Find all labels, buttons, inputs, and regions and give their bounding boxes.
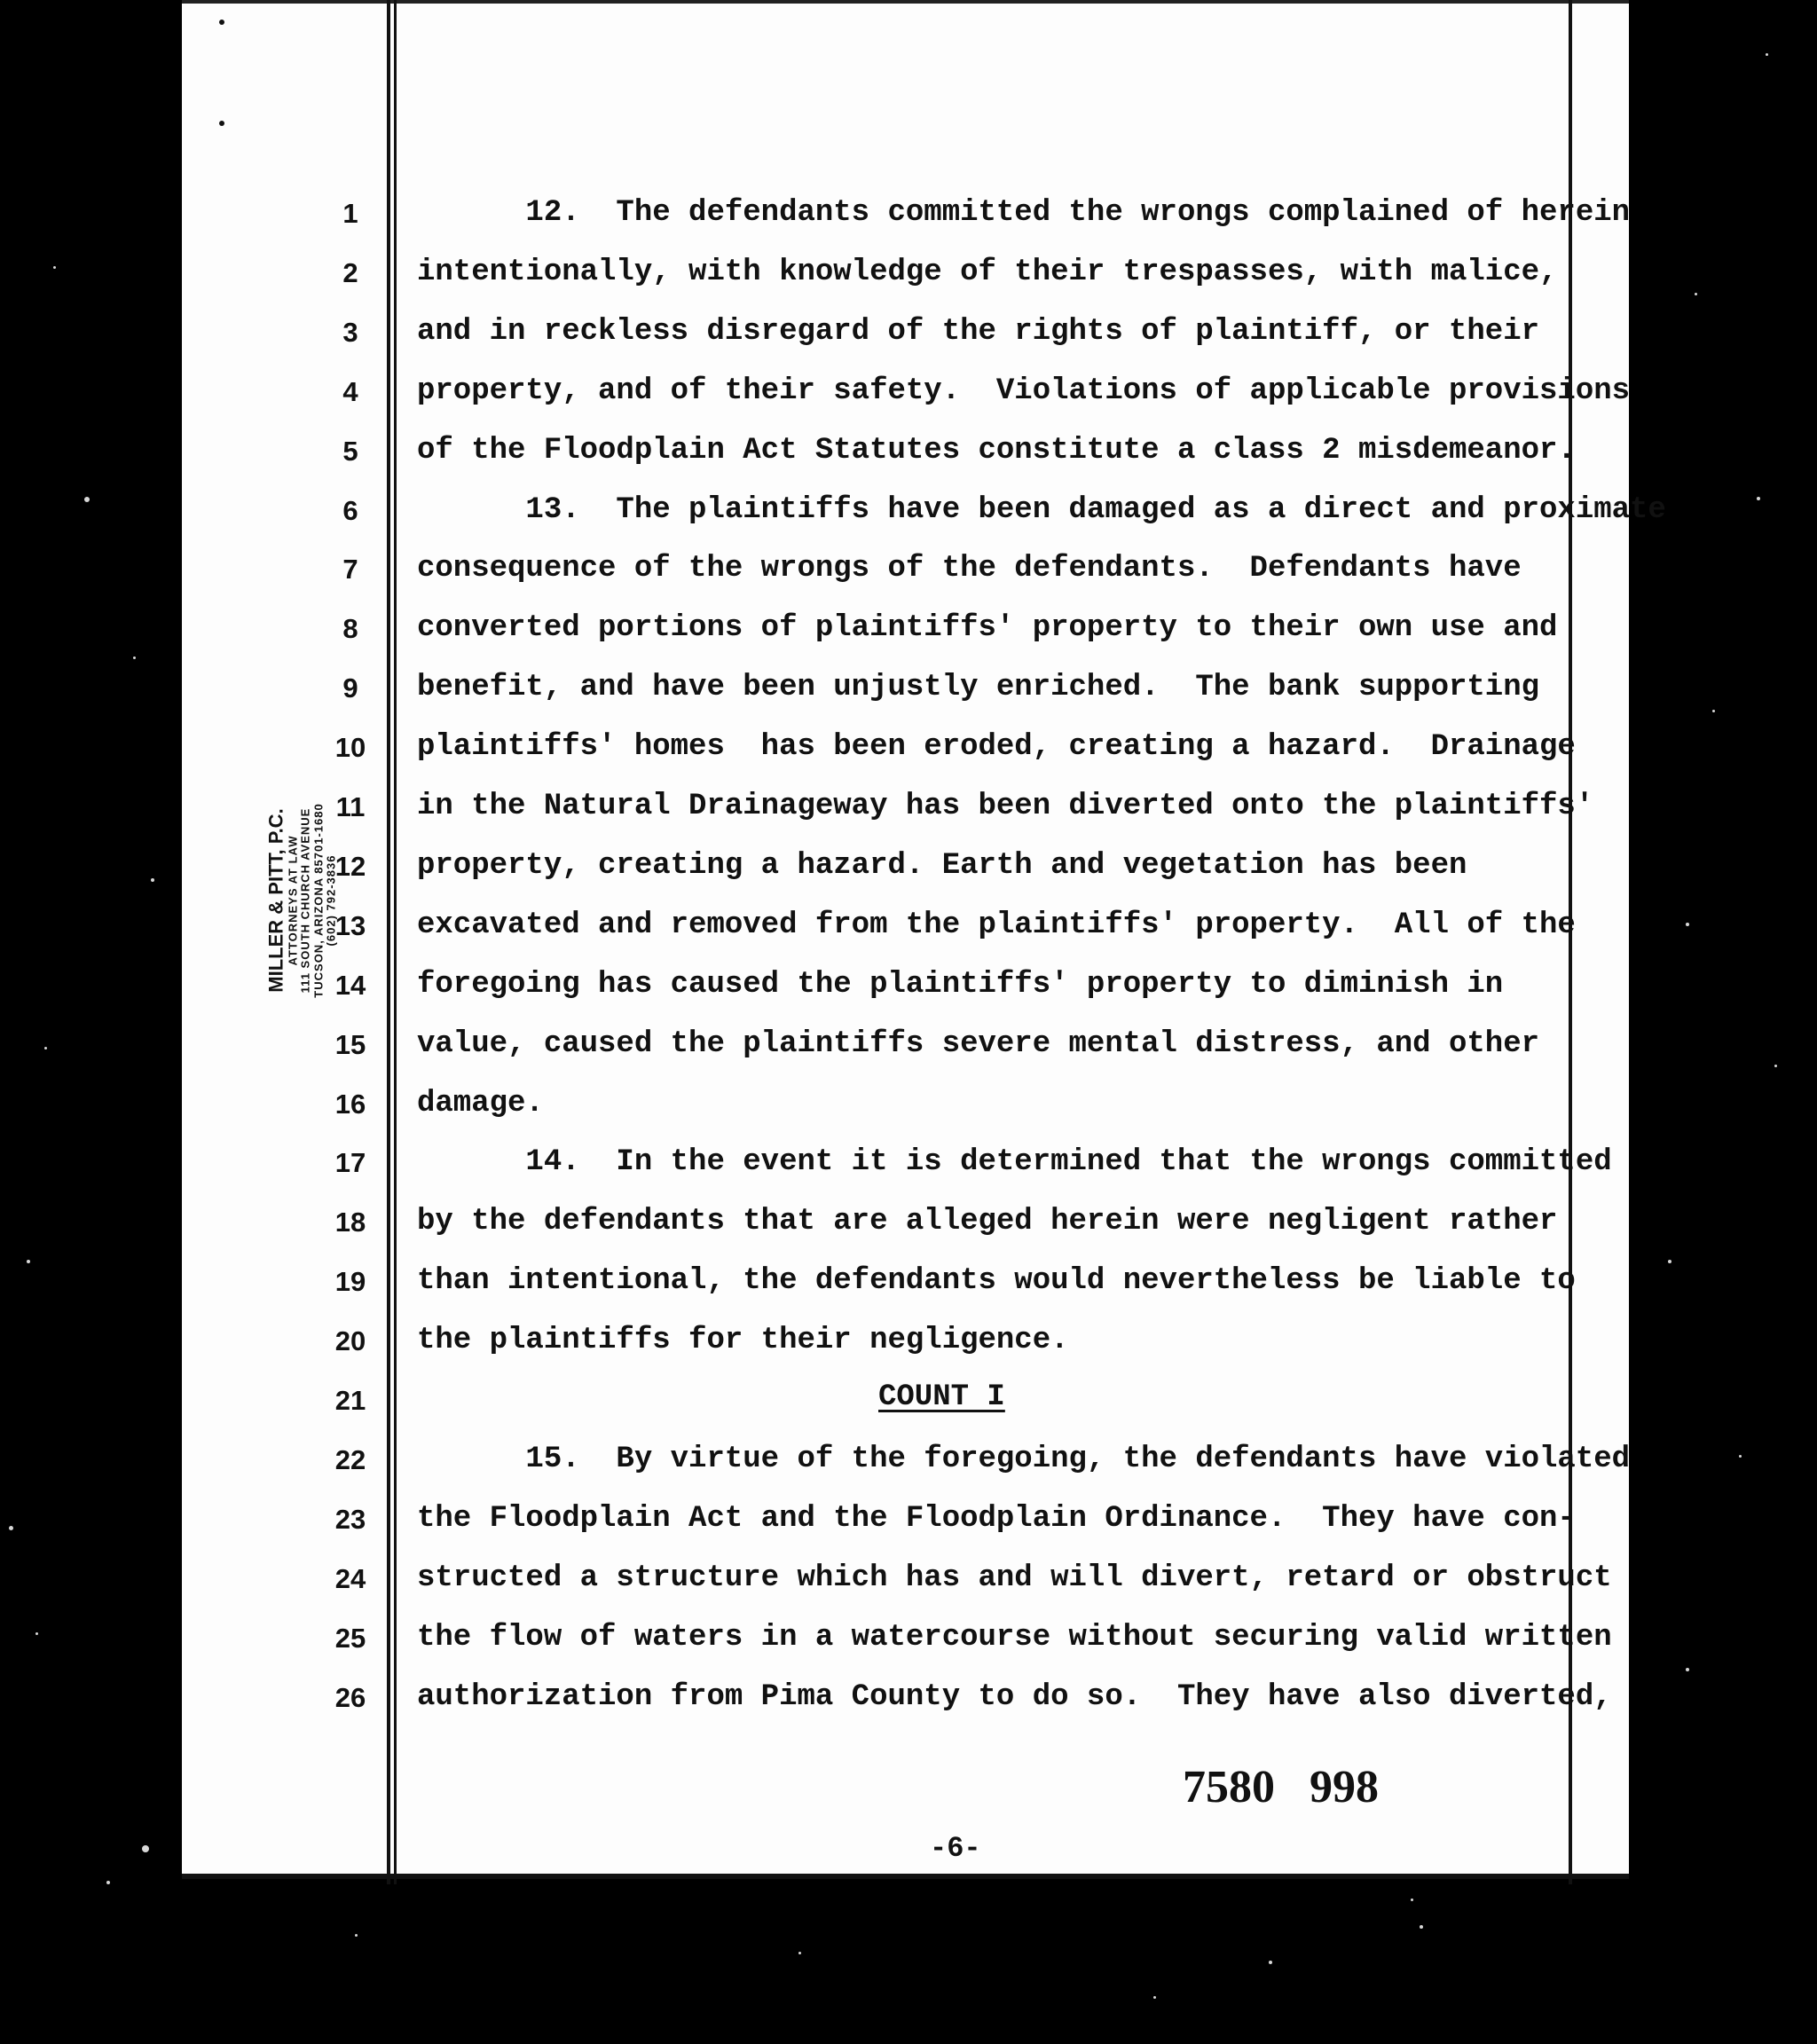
body-line: converted portions of plaintiffs' property to their own use and bbox=[417, 611, 1558, 645]
body-line: value, caused the plaintiffs severe mental distress, and other bbox=[417, 1027, 1540, 1061]
line-number: 24 bbox=[334, 1563, 366, 1594]
line-number: 18 bbox=[334, 1207, 366, 1238]
punch-mark bbox=[219, 20, 224, 25]
scan-speck bbox=[1766, 53, 1768, 56]
scan-speck bbox=[798, 1952, 801, 1954]
body-line: foregoing has caused the plaintiffs' property to diminish in bbox=[417, 968, 1504, 1002]
scan-speck bbox=[1757, 497, 1760, 500]
body-line: the plaintiffs for their negligence. bbox=[417, 1324, 1069, 1357]
body-line: intentionally, with knowledge of their trespasses, with malice, bbox=[417, 256, 1558, 289]
line-number: 14 bbox=[334, 970, 366, 1001]
body-line: than intentional, the defendants would nevertheless be liable to bbox=[417, 1264, 1576, 1298]
body-line: in the Natural Drainageway has been diverted onto the plaintiffs' bbox=[417, 790, 1594, 823]
count-heading: COUNT I bbox=[878, 1380, 1005, 1414]
line-number: 2 bbox=[342, 257, 358, 288]
body-line: of the Floodplain Act Statutes constitute a class 2 misdemeanor. bbox=[417, 434, 1576, 468]
firm-line-2: ATTORNEYS AT LAW bbox=[286, 835, 300, 966]
scan-speck bbox=[44, 1047, 47, 1050]
margin-rule-left bbox=[387, 0, 390, 1884]
firm-address: 111 SOUTH CHURCH AVENUE bbox=[298, 807, 312, 994]
scan-speck bbox=[133, 656, 136, 659]
body-line: the Floodplain Act and the Floodplain Ordinance. They have con- bbox=[417, 1502, 1576, 1536]
scan-speck bbox=[53, 266, 56, 269]
line-number: 12 bbox=[334, 851, 366, 882]
body-line: 13. The plaintiffs have been damaged as a direct and proximate bbox=[417, 493, 1666, 527]
body-line: plaintiffs' homes has been eroded, creating a hazard. Drainage bbox=[417, 730, 1576, 764]
body-line: excavated and removed from the plaintiffs' property. All of the bbox=[417, 908, 1576, 942]
scan-speck bbox=[1686, 1668, 1689, 1671]
line-number: 20 bbox=[334, 1325, 366, 1356]
scan-speck bbox=[9, 1526, 13, 1530]
line-number: 3 bbox=[342, 317, 358, 348]
body-line: property, creating a hazard. Earth and vegetation has been bbox=[417, 849, 1467, 883]
line-number: 13 bbox=[334, 910, 366, 941]
line-number: 6 bbox=[342, 495, 358, 526]
line-number: 8 bbox=[342, 613, 358, 644]
scan-speck bbox=[1269, 1961, 1272, 1964]
scan-speck bbox=[1712, 710, 1715, 712]
scan-speck bbox=[27, 1260, 30, 1263]
margin-rule-left-inner bbox=[394, 0, 397, 1884]
body-line: structed a structure which has and will divert, retard or obstruct bbox=[417, 1561, 1612, 1595]
firm-city: TUCSON, ARIZONA 85701-1680 bbox=[311, 803, 326, 998]
scan-speck bbox=[35, 1632, 38, 1635]
document-number: 7580 998 bbox=[1183, 1762, 1379, 1812]
line-number: 25 bbox=[334, 1623, 366, 1654]
scan-speck bbox=[142, 1845, 149, 1852]
line-number: 21 bbox=[334, 1385, 366, 1416]
firm-name: MILLER & PITT, P.C. bbox=[264, 808, 287, 993]
body-line: property, and of their safety. Violations of applicable provisions bbox=[417, 374, 1631, 408]
scan-speck bbox=[355, 1934, 358, 1937]
body-line: damage. bbox=[417, 1087, 544, 1120]
body-line: by the defendants that are alleged herein were negligent rather bbox=[417, 1205, 1558, 1238]
scan-speck bbox=[1739, 1455, 1742, 1458]
scan-speck bbox=[151, 878, 154, 882]
firm-phone: (602) 792-3836 bbox=[324, 854, 338, 947]
top-border bbox=[182, 0, 1629, 4]
body-line: benefit, and have been unjustly enriched. The bank supporting bbox=[417, 671, 1540, 704]
line-number: 10 bbox=[334, 732, 366, 763]
body-line: authorization from Pima County to do so. They have also diverted, bbox=[417, 1680, 1612, 1714]
line-number: 4 bbox=[342, 376, 358, 407]
scan-speck bbox=[1695, 293, 1697, 295]
scan-speck bbox=[1153, 1996, 1156, 1999]
line-number: 1 bbox=[342, 198, 358, 229]
punch-mark bbox=[219, 121, 224, 126]
scan-speck bbox=[1420, 1925, 1423, 1929]
line-number: 22 bbox=[334, 1444, 366, 1475]
line-number: 16 bbox=[334, 1089, 366, 1120]
page-number: -6- bbox=[930, 1832, 981, 1865]
line-number: 11 bbox=[335, 791, 366, 822]
body-line: 15. By virtue of the foregoing, the defendants have violated bbox=[417, 1443, 1631, 1476]
line-number: 26 bbox=[334, 1682, 366, 1713]
scan-speck bbox=[106, 1881, 110, 1884]
line-number: 17 bbox=[334, 1147, 366, 1178]
line-number: 5 bbox=[342, 436, 358, 467]
body-line: 12. The defendants committed the wrongs complained of herein bbox=[417, 196, 1631, 230]
line-number: 15 bbox=[334, 1029, 366, 1060]
line-number: 7 bbox=[342, 554, 358, 585]
body-line: 14. In the event it is determined that the wrongs committed bbox=[417, 1145, 1612, 1179]
body-line: consequence of the wrongs of the defendants. Defendants have bbox=[417, 552, 1522, 586]
scan-speck bbox=[1411, 1899, 1413, 1901]
scan-speck bbox=[84, 497, 90, 502]
body-line: and in reckless disregard of the rights of plaintiff, or their bbox=[417, 315, 1540, 349]
line-number: 23 bbox=[334, 1504, 366, 1535]
scan-speck bbox=[1774, 1065, 1777, 1067]
bottom-border bbox=[182, 1874, 1629, 1879]
scan-speck bbox=[1668, 1260, 1671, 1263]
scan-speck bbox=[1686, 923, 1689, 926]
margin-rule-right bbox=[1569, 0, 1572, 1884]
line-number: 19 bbox=[334, 1266, 366, 1297]
body-line: the flow of waters in a watercourse without securing valid written bbox=[417, 1621, 1612, 1655]
line-number: 9 bbox=[342, 672, 358, 704]
law-firm-stamp bbox=[265, 803, 337, 997]
